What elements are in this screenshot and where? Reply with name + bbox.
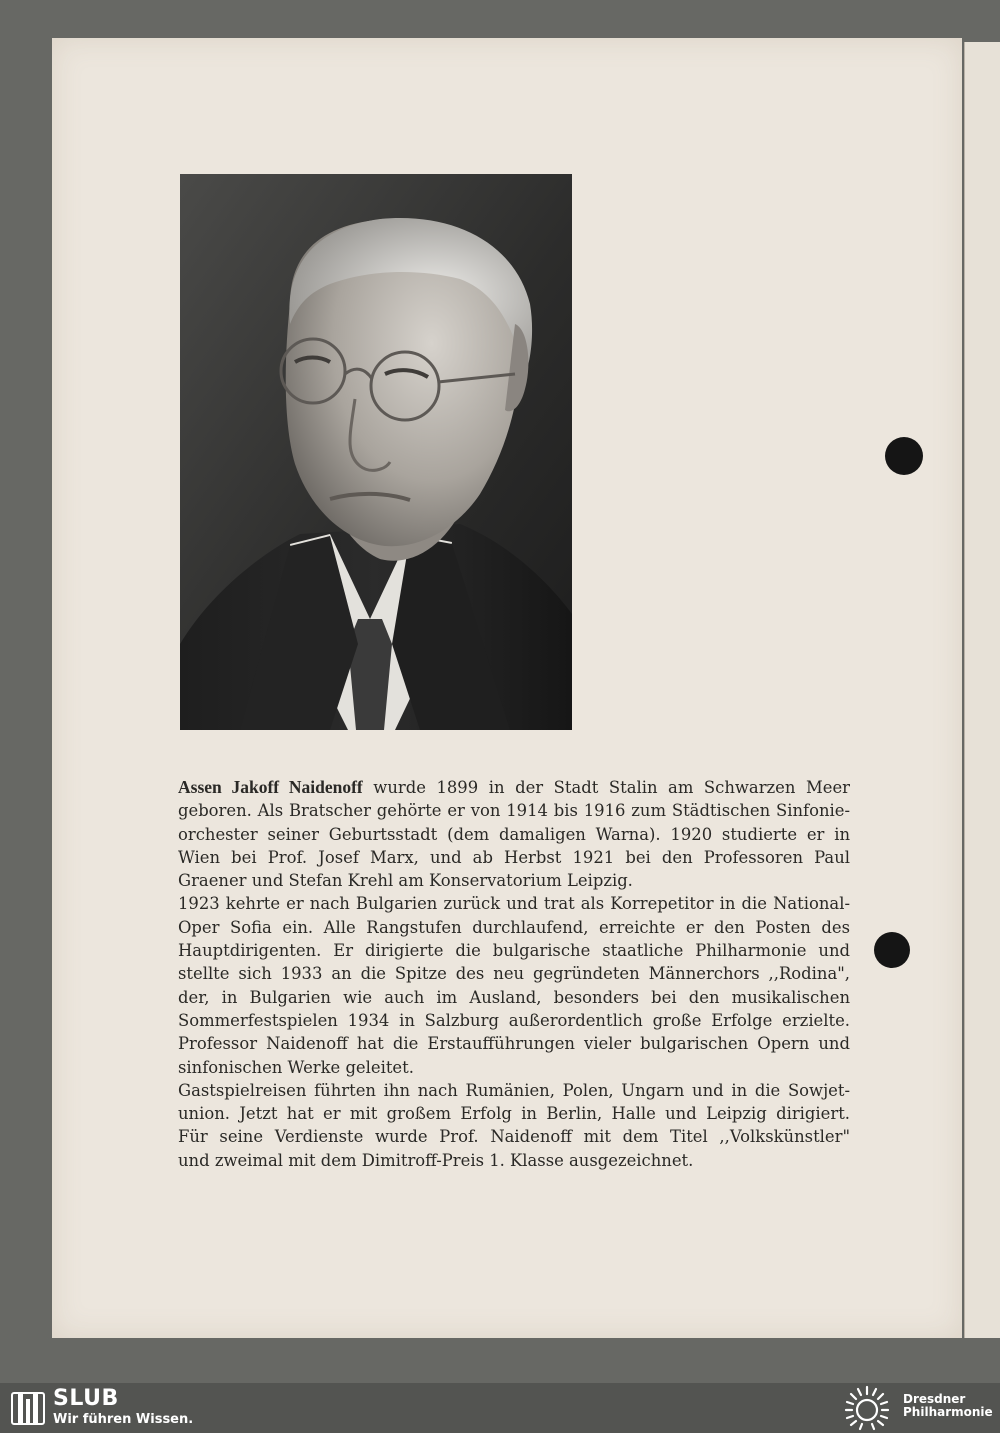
dresdner-philharmonie-name-line1: Dresdner [903,1392,966,1406]
bio-line [178,776,850,799]
bio-line: Sommerfestspielen 1934 in Salzburg außerordentlich große Erfolge erzielte. [178,1010,850,1030]
bio-line: der, in Bulgarien wie auch im Ausland, besonders bei den musikalischen [178,987,850,1007]
portrait-image [180,174,572,730]
punch-hole-bottom-icon [874,932,910,968]
slub-tagline: Wir führen Wissen. [53,1412,194,1427]
bio-line: 1923 kehrte er nach Bulgarien zurück und trat als Korrepetitor in die National- [178,894,850,914]
bio-line: Hauptdirigenten. Er dirigierte die bulgarische staatliche Philharmonie und [178,941,850,961]
dresdner-philharmonie-name[interactable] [903,1393,993,1419]
bio-line: sinfonischen Werke geleitet. [178,1057,414,1077]
adjacent-page-edge [964,42,1000,1338]
bio-line: geboren. Als Bratscher gehörte er von 1914 bis 1916 zum Städtischen Sinfonie- [178,801,850,821]
bio-line-1-text: wurde 1899 in der Stadt Stalin am Schwarzen Meer [362,778,850,797]
biography-text [178,776,850,1172]
bio-line: und zweimal mit dem Dimitroff-Preis 1. Klasse ausgezeichnet. [178,1150,694,1170]
footer-bar [0,1383,1000,1433]
slub-logo-icon[interactable] [11,1389,45,1425]
bio-line: Graener und Stefan Krehl am Konservatorium Leipzig. [178,871,633,891]
bio-line: Gastspielreisen führten ihn nach Rumänien, Polen, Ungarn und in die Sowjet- [178,1080,850,1100]
portrait-photo [180,174,572,730]
slub-name[interactable]: SLUB [53,1386,119,1411]
dresdner-philharmonie-logo-icon[interactable] [842,1385,892,1431]
bio-line: Für seine Verdienste wurde Prof. Naidenoff mit dem Titel ,,Volkskünstler" [178,1127,850,1147]
dresdner-philharmonie-name-line2: Philharmonie [903,1405,993,1419]
bio-line: stellte sich 1933 an die Spitze des neu gegründeten Männerchors ,,Rodina", [178,964,850,984]
bio-line: Oper Sofia ein. Alle Rangstufen durchlaufend, erreichte er den Posten des [178,917,850,937]
bio-line: Wien bei Prof. Josef Marx, und ab Herbst 1921 bei den Professoren Paul [178,847,850,867]
bio-line: union. Jetzt hat er mit großem Erfolg in Berlin, Halle und Leipzig dirigiert. [178,1104,850,1124]
punch-hole-top-icon [885,437,923,475]
bio-line: orchester seiner Geburtsstadt (dem damaligen Warna). 1920 studierte er in [178,824,850,844]
bio-name: Assen Jakoff Naidenoff [178,777,363,797]
bio-line: Professor Naidenoff hat die Erstaufführungen vieler bulgarischen Opern und [178,1034,850,1054]
